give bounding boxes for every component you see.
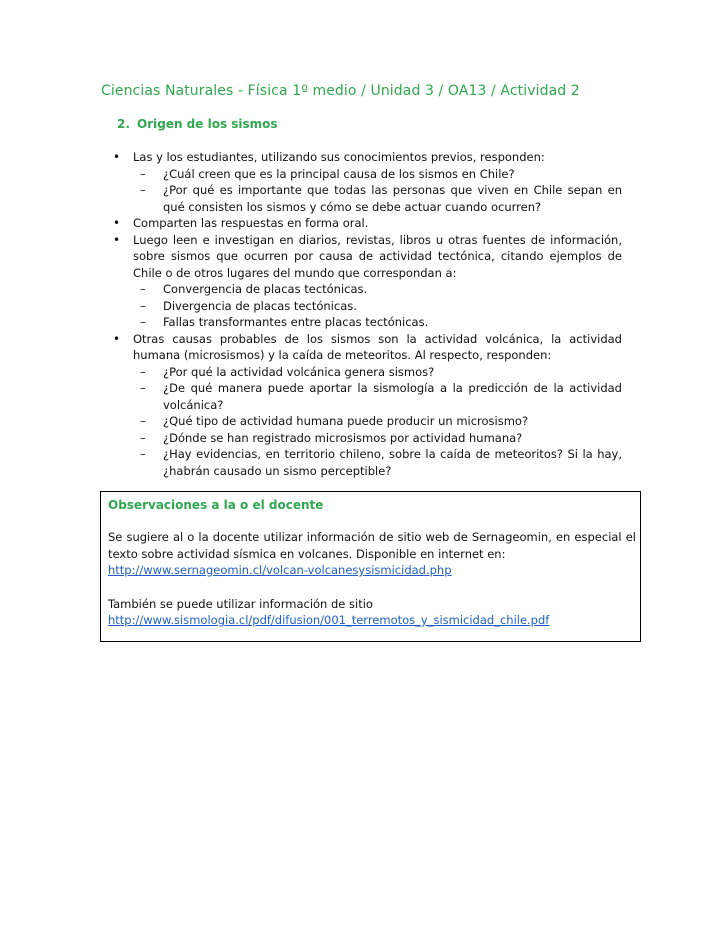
sub-list-item: – Divergencia de placas tectónicas. — [133, 298, 622, 315]
sub-list-item: – ¿Qué tipo de actividad humana puede producir un microsismo? — [133, 413, 622, 430]
observations-paragraph: Se sugiere al o la docente utilizar información de sitio web de Sernageomin, en especial el texto sobre actividad sísmica en volcanes. Disponible en internet en: — [108, 530, 636, 561]
sub-list-item: – ¿Por qué la actividad volcánica genera sismos? — [133, 364, 622, 381]
activity-content — [110, 149, 622, 479]
observations-box — [100, 491, 641, 642]
bullet-list — [110, 149, 622, 479]
bullet-text: • Luego leen e investigan en diarios, revistas, libros u otras fuentes de información, sobre sismos que ocurren por causa de actividad tectónica, citando ejemplos de Chile o de otros lugares del mundo que correspondan a: — [133, 232, 622, 280]
list-item — [110, 232, 622, 331]
sub-list — [133, 281, 622, 331]
bullet-text: • Las y los estudiantes, utilizando sus conocimientos previos, responden: — [133, 150, 545, 164]
list-item — [110, 215, 622, 232]
sub-list-item: – ¿Dónde se han registrado microsismos por actividad humana? — [133, 430, 622, 447]
section-title — [117, 117, 278, 131]
sub-list-item: – ¿Cuál creen que es la principal causa de los sismos en Chile? — [133, 166, 622, 183]
bullet-text: • Comparten las respuestas en forma oral. — [133, 216, 369, 230]
sub-list-item: – ¿Por qué es importante que todas las personas que viven en Chile sepan en qué consisten los sismos y cómo se debe actuar cuando ocurren? — [133, 182, 622, 215]
sub-list-item: – Fallas transformantes entre placas tectónicas. — [133, 314, 622, 331]
sismologia-link[interactable]: http://www.sismologia.cl/pdf/difusion/001_terremotos_y_sismicidad_chile.pdf — [108, 613, 550, 627]
observations-title: Observaciones a la o el docente — [108, 498, 324, 512]
sub-list-item: – ¿Hay evidencias, en territorio chileno, sobre la caída de meteoritos? Si la hay, ¿habrán causado un sismo perceptible? — [133, 446, 622, 479]
observations-body — [108, 529, 636, 629]
sub-list-item: – Convergencia de placas tectónicas. — [133, 281, 622, 298]
section-title-text: Origen de los sismos — [137, 117, 278, 131]
bullet-text: • Otras causas probables de los sismos son la actividad volcánica, la actividad humana (microsismos) y la caída de meteoritos. Al respecto, responden: — [133, 331, 622, 362]
list-item — [110, 149, 622, 215]
sernageomin-link[interactable]: http://www.sernageomin.cl/volcan-volcanesysismicidad.php — [108, 563, 452, 577]
section-number: 2. — [117, 117, 130, 131]
breadcrumb: Ciencias Naturales - Física 1º medio / Unidad 3 / OA13 / Actividad 2 — [101, 83, 580, 99]
sub-list — [133, 166, 622, 216]
list-item — [110, 331, 622, 480]
sub-list — [133, 364, 622, 480]
sub-list-item: – ¿De qué manera puede aportar la sismología a la predicción de la actividad volcánica? — [133, 380, 622, 413]
observations-paragraph: También se puede utilizar información de sitio — [108, 596, 373, 611]
